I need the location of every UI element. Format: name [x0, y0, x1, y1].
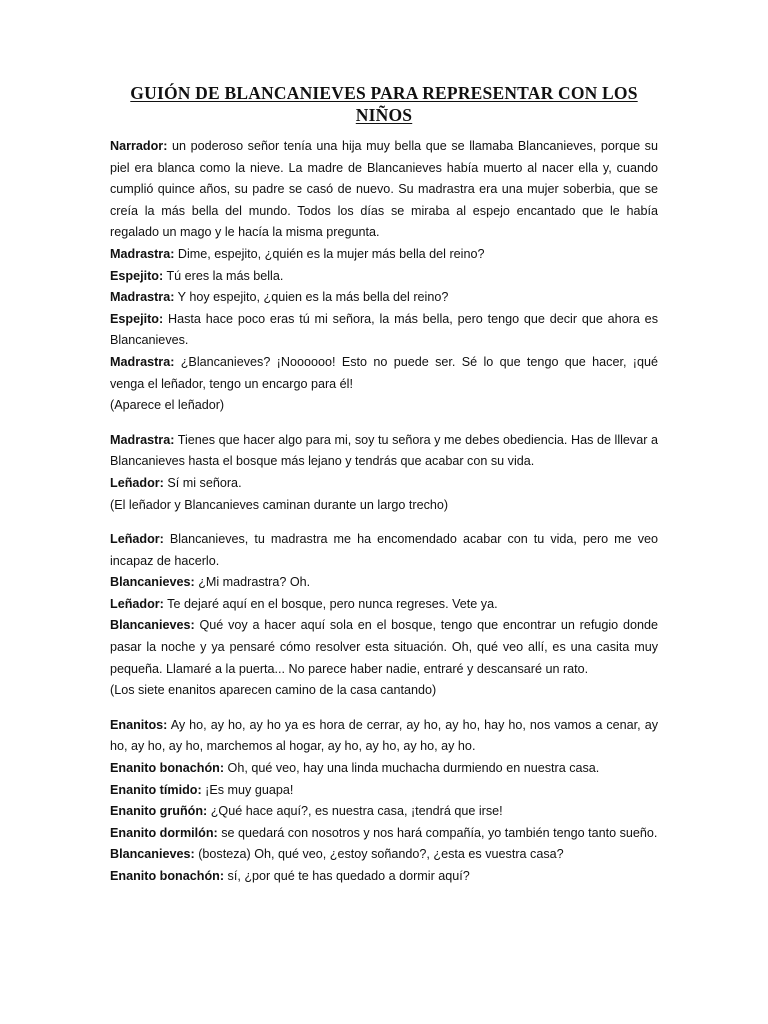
dialogue-line [110, 266, 658, 288]
speaker-name: Madrastra: [110, 354, 175, 369]
line-text: Oh, qué veo, hay una linda muchacha durmiendo en nuestra casa. [224, 761, 600, 776]
document-page [110, 82, 658, 888]
line-text: Ay ho, ay ho, ay ho ya es hora de cerrar, ay ho, ay ho, hay ho, nos vamos a cenar, ay ho, ay ho, ay ho, marchemos al hogar, ay ho, ay ho, ay ho, ay ho. [110, 717, 658, 754]
speaker-name: Narrador: [110, 139, 168, 153]
dialogue-line [110, 715, 658, 758]
stage-direction [110, 680, 658, 702]
dialogue-line [110, 136, 658, 244]
line-text: Sí mi señora. [163, 475, 242, 490]
line-text: un poderoso señor tenía una hija muy bella que se llamaba Blancanieves, porque su piel era blanca como la nieve. La madre de Blancanieves había muerto al nacer ella y, cuando cumplió quince años, su padre se casó de nuevo. Su madrastra era una mujer soberbia, que se creía la más bella del mundo. Todos los días se miraba al espejo encantado que le había regalado un mago y le hacía la misma pregunta. [110, 139, 658, 240]
speaker-name: Espejito: [110, 268, 164, 283]
speaker-name: Leñador: [110, 532, 164, 547]
line-text: Te dejaré aquí en el bosque, pero nunca regreses. Vete ya. [163, 596, 498, 611]
line-text: (El leñador y Blancanieves caminan durante un largo trecho) [110, 497, 449, 512]
speaker-name: Blancanieves: [110, 575, 195, 590]
line-text: ¿Blancanieves? ¡Noooooo! Esto no puede ser. Sé lo que tengo que hacer, ¡qué venga el leñador, tengo un encargo para él! [110, 354, 658, 391]
dialogue-line [110, 352, 658, 395]
line-text: Y hoy espejito, ¿quien es la más bella del reino? [174, 290, 449, 305]
speaker-name: Enanito dormilón: [110, 825, 218, 840]
speaker-name: Enanito bonachón: [110, 869, 225, 883]
speaker-name: Leñador: [110, 596, 164, 611]
dialogue-line [110, 473, 658, 495]
line-text: Dime, espejito, ¿quién es la mujer más bella del reino? [174, 246, 485, 261]
dialogue-line [110, 758, 658, 780]
page-title: GUIÓN DE BLANCANIEVES PARA REPRESENTAR CON LOS NIÑOS [130, 83, 638, 125]
dialogue-line [110, 844, 658, 866]
dialogue-line [110, 244, 658, 266]
speaker-name: Enanito gruñón: [110, 804, 208, 819]
line-text: se quedará con nosotros y nos hará compañía, yo también tengo tanto sueño. [217, 825, 658, 840]
dialogue-line [110, 866, 658, 888]
line-text: ¿Mi madrastra? Oh. [194, 575, 311, 590]
dialogue-line [110, 615, 658, 680]
speaker-name: Enanito bonachón: [110, 761, 225, 776]
dialogue-line [110, 430, 658, 473]
dialogue-line [110, 529, 658, 572]
line-text: (Aparece el leñador) [110, 398, 225, 413]
script-body [110, 136, 658, 888]
line-text: Blancanieves, tu madrastra me ha encomendado acabar con tu vida, pero me veo incapaz de hacerlo. [110, 532, 658, 568]
line-text: Qué voy a hacer aquí sola en el bosque, tengo que encontrar un refugio donde pasar la noche y ya pensaré cómo resolver esta situación. Oh, qué veo allí, es una casita muy pequeña. Llamaré a la puerta... No parece haber nadie, entraré y descansaré un rato. [110, 618, 658, 676]
speaker-name: Madrastra: [110, 246, 175, 261]
dialogue-line [110, 572, 658, 594]
dialogue-line [110, 780, 658, 802]
dialogue-line [110, 801, 658, 823]
speaker-name: Enanito tímido: [110, 782, 202, 797]
line-text: Tienes que hacer algo para mi, soy tu señora y me debes obediencia. Has de lllevar a Blancanieves hasta el bosque más lejano y tendrás que acabar con su vida. [110, 432, 658, 469]
speaker-name: Blancanieves: [110, 847, 195, 862]
dialogue-line [110, 309, 658, 352]
speaker-name: Madrastra: [110, 432, 175, 447]
stage-direction [110, 395, 658, 417]
line-text: (Los siete enanitos aparecen camino de la casa cantando) [110, 683, 437, 698]
dialogue-line [110, 594, 658, 616]
dialogue-line [110, 287, 658, 309]
stage-direction [110, 495, 658, 517]
speaker-name: Madrastra: [110, 290, 175, 305]
line-text: ¿Qué hace aquí?, es nuestra casa, ¡tendrá que irse! [207, 804, 503, 819]
speaker-name: Blancanieves: [110, 618, 195, 633]
line-text: Hasta hace poco eras tú mi señora, la más bella, pero tengo que decir que ahora es Blancanieves. [110, 311, 658, 348]
line-text: ¡Es muy guapa! [201, 782, 294, 797]
line-text: sí, ¿por qué te has quedado a dormir aquí? [224, 869, 470, 883]
speaker-name: Leñador: [110, 475, 164, 490]
line-text: Tú eres la más bella. [163, 268, 284, 283]
speaker-name: Enanitos: [110, 717, 168, 732]
speaker-name: Espejito: [110, 311, 164, 326]
line-text: (bosteza) Oh, qué veo, ¿estoy soñando?, ¿esta es vuestra casa? [194, 847, 564, 862]
dialogue-line [110, 823, 658, 845]
